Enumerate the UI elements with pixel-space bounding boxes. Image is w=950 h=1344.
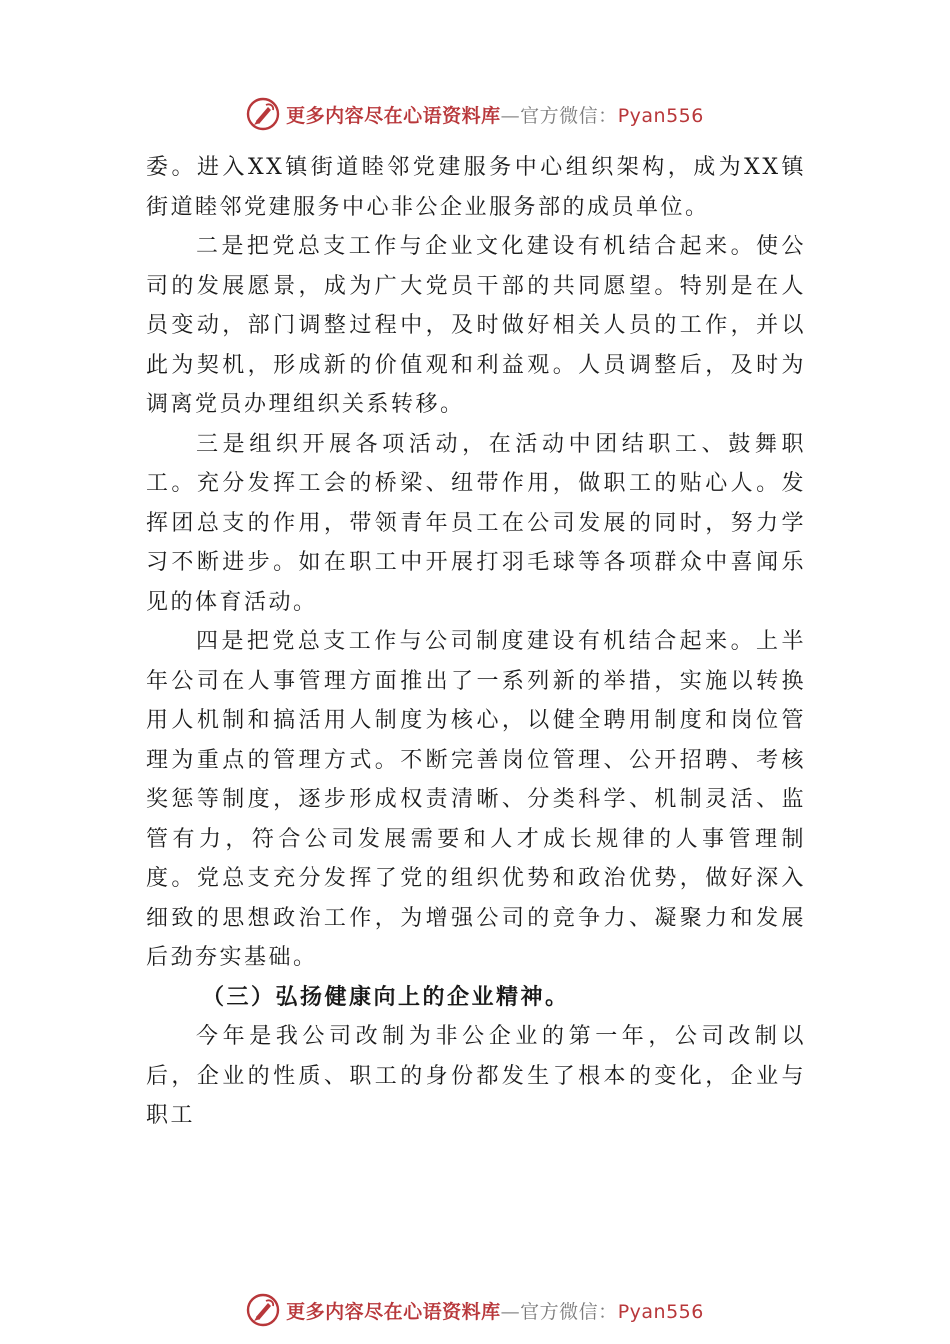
section-heading: （三）弘扬健康向上的企业精神。 [202, 983, 570, 1010]
watermark-main-text: 更多内容尽在心语资料库 [286, 104, 501, 127]
watermark-separator: — [500, 1300, 521, 1323]
pen-nib-seal-icon [246, 1293, 280, 1327]
header-watermark [0, 94, 950, 134]
footer-watermark [0, 1290, 950, 1330]
pen-nib-seal-icon [246, 97, 280, 131]
paragraph-activities: 三是组织开展各项活动，在活动中团结职工、鼓舞职工。充分发挥工会的桥梁、纽带作用，做职工的贴心人。发挥团总支的作用，带领青年员工在公司发展的同时，努力学习不断进步。如在职工中开展打羽毛球等各项群众中喜闻乐见的体育活动。 [146, 431, 806, 615]
watermark-official-label: 官方微信： [520, 1300, 618, 1323]
paragraph-system: 四是把党总支工作与公司制度建设有机结合起来。上半年公司在人事管理方面推出了一系列新的举措，实施以转换用人机制和搞活用人制度为核心，以健全聘用制度和岗位管理为重点的管理方式。不断完善岗位管理、公开招聘、考核奖惩等制度，逐步形成权责清晰、分类科学、机制灵活、监管有力，符合公司发展需要和人才成长规律的人事管理制度。党总支充分发挥了党的组织优势和政治优势，做好深入细致的思想政治工作，为增强公司的竞争力、凝聚力和发展后劲夯实基础。 [146, 629, 806, 970]
watermark-text [286, 101, 704, 128]
document-body [146, 148, 806, 1136]
paragraph-reform: 今年是我公司改制为非公企业的第一年，公司改制以后，企业的性质、职工的身份都发生了根本的变化，企业与职工 [146, 1024, 806, 1128]
watermark-text [286, 1297, 704, 1324]
paragraph-culture: 二是把党总支工作与企业文化建设有机结合起来。使公司的发展愿景，成为广大党员干部的共同愿望。特别是在人员变动，部门调整过程中，及时做好相关人员的工作，并以此为契机，形成新的价值观和利益观。人员调整后，及时为调离党员办理组织关系转移。 [146, 234, 806, 417]
watermark-main-text: 更多内容尽在心语资料库 [286, 1300, 501, 1323]
paragraph-continuation: 委。进入XX镇街道睦邻党建服务中心组织架构，成为XX镇街道睦邻党建服务中心非公企业服务部的成员单位。 [146, 155, 806, 220]
watermark-separator: — [500, 104, 521, 127]
watermark-wechat-id: Pyan556 [617, 104, 704, 127]
watermark-official-label: 官方微信： [520, 104, 618, 127]
watermark-wechat-id: Pyan556 [617, 1300, 704, 1323]
